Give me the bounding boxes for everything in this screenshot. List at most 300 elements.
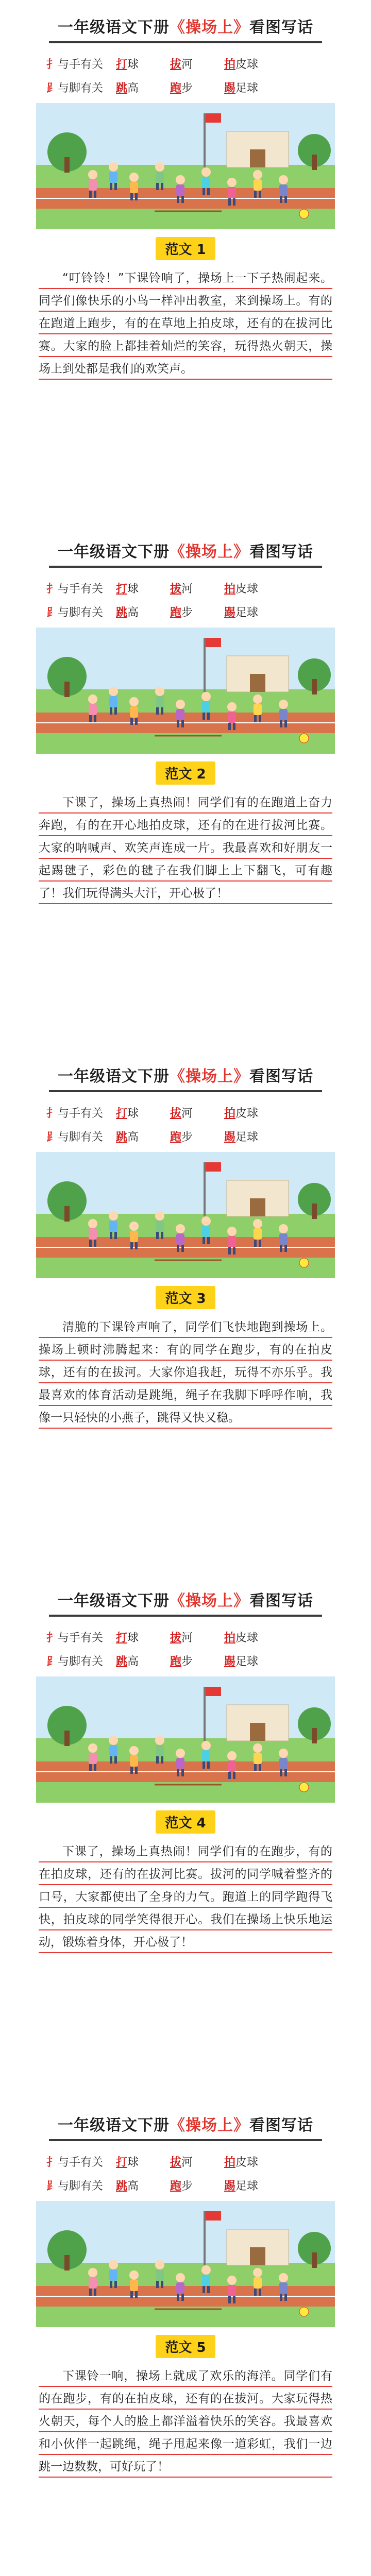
child-leg bbox=[135, 193, 138, 200]
vocab-key-char: 打 bbox=[116, 582, 128, 596]
vocab-key-char: 拔 bbox=[170, 1107, 182, 1120]
vocab-table bbox=[0, 52, 371, 99]
child-leg bbox=[259, 1764, 261, 1771]
vocab-category: 与脚有关 bbox=[58, 81, 104, 95]
flag bbox=[206, 113, 221, 123]
vocab-key-char: 拍 bbox=[224, 58, 236, 71]
vocab-key-char: 拔 bbox=[170, 2156, 182, 2169]
child-head bbox=[176, 700, 185, 709]
tree-trunk bbox=[312, 1204, 317, 1219]
child-leg bbox=[130, 1767, 133, 1774]
child-head bbox=[279, 2273, 288, 2282]
vocab-word bbox=[116, 2154, 170, 2170]
essay-badge-label: 范文 1 bbox=[156, 237, 215, 260]
child-leg bbox=[94, 1240, 96, 1247]
vocab-category: 与脚有关 bbox=[58, 1655, 104, 1668]
child-head bbox=[109, 687, 118, 696]
child-leg bbox=[161, 707, 163, 715]
vocab-rest: 足球 bbox=[235, 606, 259, 619]
vocab-key-char: 打 bbox=[116, 2156, 128, 2169]
child-body bbox=[156, 172, 164, 183]
vocab-rest: 球 bbox=[127, 1631, 139, 1645]
child-body bbox=[254, 179, 262, 191]
child-leg bbox=[280, 1245, 282, 1252]
child-leg bbox=[207, 1761, 210, 1769]
vocab-rest: 河 bbox=[181, 1107, 193, 1120]
section-title bbox=[0, 14, 371, 37]
title-prefix: 一年级语文下册 bbox=[58, 543, 170, 561]
radical: 扌 bbox=[46, 1107, 58, 1120]
child-body bbox=[156, 2269, 164, 2281]
child-leg bbox=[228, 198, 231, 206]
school-door bbox=[250, 149, 265, 167]
essay-badge-label: 范文 3 bbox=[156, 1286, 215, 1309]
child-body bbox=[89, 179, 97, 191]
child-leg bbox=[181, 196, 184, 203]
child-body bbox=[109, 172, 117, 183]
vocab-rest: 球 bbox=[127, 582, 139, 596]
vocab-key-char: 跳 bbox=[116, 606, 128, 619]
child-leg bbox=[254, 715, 257, 722]
child-body bbox=[279, 1758, 288, 1769]
flagpole bbox=[204, 2211, 206, 2265]
child-leg bbox=[203, 1237, 205, 1244]
radical: 扌 bbox=[46, 58, 58, 71]
radical: ⻊ bbox=[46, 606, 58, 619]
child-leg bbox=[181, 1769, 184, 1776]
child-body bbox=[156, 696, 164, 707]
child-body bbox=[89, 1753, 97, 1764]
child-leg bbox=[284, 720, 287, 727]
child-head bbox=[227, 1751, 237, 1760]
child-head bbox=[129, 173, 139, 182]
child-body bbox=[228, 1760, 236, 1772]
child-leg bbox=[130, 718, 133, 725]
child-leg bbox=[228, 1247, 231, 1255]
playground-scene-svg bbox=[36, 628, 335, 754]
child-body bbox=[254, 2277, 262, 2289]
child-head bbox=[253, 2268, 262, 2277]
title-underline bbox=[49, 2139, 322, 2141]
child-head bbox=[129, 697, 139, 706]
child-leg bbox=[254, 191, 257, 198]
vocab-category: 与手有关 bbox=[58, 2156, 104, 2169]
vocab-rest: 步 bbox=[181, 606, 193, 619]
vocab-key-char: 跑 bbox=[170, 81, 182, 95]
flag bbox=[206, 1687, 221, 1696]
child-head bbox=[176, 2273, 185, 2282]
child-head bbox=[201, 2265, 211, 2275]
school-door bbox=[250, 1198, 265, 1216]
vocab-category: 与脚有关 bbox=[58, 606, 104, 619]
child-leg bbox=[203, 1761, 205, 1769]
radical: ⻊ bbox=[46, 2179, 58, 2193]
tree-trunk bbox=[64, 2255, 70, 2270]
vocab-word bbox=[170, 56, 224, 72]
vocab-rest: 皮球 bbox=[235, 1631, 259, 1645]
vocab-row bbox=[0, 1625, 371, 1649]
child-body bbox=[254, 1753, 262, 1764]
vocab-key-char: 踢 bbox=[224, 1655, 236, 1668]
vocab-key-char: 踢 bbox=[224, 2179, 236, 2193]
tree-trunk bbox=[64, 157, 70, 173]
child-leg bbox=[203, 188, 205, 195]
flag bbox=[206, 1162, 221, 1172]
child-leg bbox=[110, 2281, 112, 2288]
child-leg bbox=[177, 1769, 179, 1776]
child-body bbox=[202, 177, 210, 188]
child-head bbox=[279, 175, 288, 184]
vocab-row-label bbox=[0, 56, 116, 72]
vocab-word bbox=[170, 580, 224, 596]
vocab-key-char: 拍 bbox=[224, 582, 236, 596]
playground-scene-svg bbox=[36, 2201, 335, 2327]
vocab-word bbox=[116, 604, 170, 620]
vocab-rest: 步 bbox=[181, 1130, 193, 1144]
vocab-key-char: 跑 bbox=[170, 2179, 182, 2193]
essay-badge-label: 范文 2 bbox=[156, 761, 215, 785]
title-suffix: 看图写话 bbox=[249, 2116, 313, 2134]
child-head bbox=[129, 1746, 139, 1755]
child-body bbox=[156, 1745, 164, 1756]
tree-trunk bbox=[312, 155, 317, 170]
title-suffix: 看图写话 bbox=[249, 1592, 313, 1610]
child-leg bbox=[254, 1240, 257, 1247]
child-leg bbox=[207, 2286, 210, 2293]
child-leg bbox=[233, 1247, 235, 1255]
child-head bbox=[227, 178, 237, 187]
title-accent: 《操场上》 bbox=[170, 1592, 249, 1610]
vocab-word bbox=[224, 1105, 278, 1121]
child-leg bbox=[177, 1245, 179, 1252]
vocab-key-char: 打 bbox=[116, 1631, 128, 1645]
vocab-row bbox=[0, 2173, 371, 2197]
vocab-rest: 河 bbox=[181, 1631, 193, 1645]
vocab-word bbox=[170, 1629, 224, 1645]
child-leg bbox=[233, 1772, 235, 1779]
vocab-word bbox=[116, 580, 170, 596]
playground-illustration bbox=[36, 1676, 335, 1803]
title-underline bbox=[49, 41, 322, 43]
title-suffix: 看图写话 bbox=[249, 543, 313, 561]
child-body bbox=[130, 1231, 138, 1242]
essay-text: 清脆的下课铃声响了，同学们飞快地跑到操场上。操场上顿时沸腾起来：有的同学在跑步，有的在拍皮球，还有的在拔河。大家你追我赶，玩得不亦乐乎。我最喜欢的体育活动是跳绳，绳子在我脚下呼呼作响，我像一只轻快的小燕子，跳得又快又稳。 bbox=[39, 1316, 332, 1429]
child-leg bbox=[233, 723, 235, 730]
vocab-row bbox=[0, 576, 371, 600]
vocab-key-char: 打 bbox=[116, 58, 128, 71]
ball bbox=[299, 1258, 309, 1267]
vocab-key-char: 拍 bbox=[224, 1107, 236, 1120]
vocab-row bbox=[0, 75, 371, 99]
title-prefix: 一年级语文下册 bbox=[58, 19, 170, 37]
vocab-word bbox=[224, 56, 278, 72]
playground-illustration bbox=[36, 103, 335, 229]
playground-scene-svg bbox=[36, 1676, 335, 1803]
section-title bbox=[0, 539, 371, 562]
vocab-key-char: 踢 bbox=[224, 1130, 236, 1144]
vocab-key-char: 跳 bbox=[116, 1655, 128, 1668]
vocab-key-char: 拔 bbox=[170, 58, 182, 71]
flagpole bbox=[204, 638, 206, 692]
vocab-rest: 足球 bbox=[235, 1130, 259, 1144]
essay-badge bbox=[0, 1810, 371, 1834]
vocab-word bbox=[116, 1653, 170, 1669]
vocab-key-char: 踢 bbox=[224, 81, 236, 95]
child-body bbox=[109, 1745, 117, 1756]
title-suffix: 看图写话 bbox=[249, 19, 313, 37]
vocab-table bbox=[0, 1100, 371, 1148]
vocab-word bbox=[224, 604, 278, 620]
writing-section-1 bbox=[0, 0, 371, 495]
vocab-row-label bbox=[0, 1128, 116, 1144]
child-head bbox=[129, 1222, 139, 1231]
child-leg bbox=[114, 2281, 117, 2288]
vocab-key-char: 拍 bbox=[224, 1631, 236, 1645]
writing-section-4 bbox=[0, 1573, 371, 2068]
flag bbox=[206, 2211, 221, 2221]
child-leg bbox=[207, 1237, 210, 1244]
vocab-row-label bbox=[0, 2154, 116, 2170]
school-door bbox=[250, 674, 265, 692]
child-head bbox=[253, 170, 262, 179]
child-body bbox=[130, 182, 138, 193]
vocab-rest: 河 bbox=[181, 58, 193, 71]
child-leg bbox=[94, 191, 96, 198]
child-leg bbox=[110, 1756, 112, 1764]
child-body bbox=[109, 2269, 117, 2281]
vocab-category: 与手有关 bbox=[58, 1631, 104, 1645]
flag bbox=[206, 638, 221, 647]
vocab-word bbox=[170, 604, 224, 620]
playground-scene-svg bbox=[36, 103, 335, 229]
child-body bbox=[279, 184, 288, 196]
ball bbox=[299, 2307, 309, 2316]
child-leg bbox=[203, 2286, 205, 2293]
child-body bbox=[176, 184, 184, 196]
section-title bbox=[0, 1063, 371, 1086]
child-body bbox=[89, 2277, 97, 2289]
child-leg bbox=[161, 2281, 163, 2288]
vocab-key-char: 拍 bbox=[224, 2156, 236, 2169]
vocab-rest: 球 bbox=[127, 58, 139, 71]
vocab-word bbox=[116, 56, 170, 72]
child-head bbox=[227, 1227, 237, 1236]
child-leg bbox=[161, 1756, 163, 1764]
vocab-rest: 皮球 bbox=[235, 58, 259, 71]
child-head bbox=[109, 2260, 118, 2269]
child-body bbox=[279, 709, 288, 720]
child-leg bbox=[135, 2291, 138, 2298]
tree-trunk bbox=[64, 1731, 70, 1746]
vocab-key-char: 踢 bbox=[224, 606, 236, 619]
child-body bbox=[130, 1755, 138, 1767]
vocab-word bbox=[224, 1629, 278, 1645]
section-title bbox=[0, 1588, 371, 1611]
child-leg bbox=[89, 1764, 92, 1771]
child-head bbox=[201, 167, 211, 177]
child-leg bbox=[284, 196, 287, 203]
vocab-rest: 高 bbox=[127, 1655, 139, 1668]
child-leg bbox=[156, 707, 159, 715]
vocab-rest: 球 bbox=[127, 2156, 139, 2169]
child-body bbox=[228, 2285, 236, 2296]
vocab-word bbox=[170, 79, 224, 95]
child-head bbox=[201, 1741, 211, 1750]
child-leg bbox=[259, 1240, 261, 1247]
vocab-row bbox=[0, 52, 371, 75]
title-underline bbox=[49, 1090, 322, 1092]
vocab-word bbox=[170, 1128, 224, 1144]
section-title bbox=[0, 2112, 371, 2135]
vocab-row-label bbox=[0, 1653, 116, 1669]
child-body bbox=[202, 701, 210, 713]
vocab-row bbox=[0, 1124, 371, 1148]
radical: 扌 bbox=[46, 2156, 58, 2169]
school-door bbox=[250, 2247, 265, 2265]
vocab-row-label bbox=[0, 580, 116, 596]
vocab-rest: 皮球 bbox=[235, 1107, 259, 1120]
child-head bbox=[279, 1224, 288, 1233]
tree-trunk bbox=[64, 682, 70, 697]
vocab-rest: 步 bbox=[181, 81, 193, 95]
vocab-rest: 步 bbox=[181, 2179, 193, 2193]
vocab-row-label bbox=[0, 1629, 116, 1645]
title-prefix: 一年级语文下册 bbox=[58, 2116, 170, 2134]
tree-trunk bbox=[312, 1728, 317, 1743]
title-prefix: 一年级语文下册 bbox=[58, 1592, 170, 1610]
vocab-rest: 足球 bbox=[235, 81, 259, 95]
essay-text: 下课铃一响，操场上就成了欢乐的海洋。同学们有的在跑步，有的在拍皮球，还有的在拔河。大家玩得热火朝天，每个人的脸上都洋溢着快乐的笑容。我最喜欢和小伙伴一起跳绳，绳子甩起来像一道彩虹，我们一边跳一边数数，可好玩了！ bbox=[39, 2365, 332, 2478]
child-leg bbox=[233, 198, 235, 206]
vocab-key-char: 跳 bbox=[116, 81, 128, 95]
child-body bbox=[109, 696, 117, 707]
child-head bbox=[253, 694, 262, 704]
child-head bbox=[201, 692, 211, 701]
vocab-row bbox=[0, 600, 371, 623]
child-leg bbox=[110, 707, 112, 715]
essay-badge bbox=[0, 237, 371, 260]
child-leg bbox=[284, 1245, 287, 1252]
vocab-word bbox=[224, 79, 278, 95]
vocab-row bbox=[0, 1649, 371, 1672]
vocab-rest: 高 bbox=[127, 81, 139, 95]
essay-badge bbox=[0, 1286, 371, 1309]
vocab-key-char: 跳 bbox=[116, 2179, 128, 2193]
child-leg bbox=[156, 1756, 159, 1764]
vocab-word bbox=[116, 1629, 170, 1645]
title-accent: 《操场上》 bbox=[170, 543, 249, 561]
child-head bbox=[88, 170, 97, 179]
child-head bbox=[109, 162, 118, 172]
essay-text: 下课了，操场上真热闹！同学们有的在跑步，有的在拍皮球，还有的在拔河比赛。拔河的同学喊着整齐的口号，大家都使出了全身的力气。跑道上的同学跑得飞快，拍皮球的同学笑得很开心。我们在操场上快乐地运动，锻炼着身体，开心极了！ bbox=[39, 1840, 332, 1954]
playground-illustration bbox=[36, 628, 335, 754]
child-leg bbox=[259, 191, 261, 198]
child-head bbox=[227, 702, 237, 711]
school-door bbox=[250, 1723, 265, 1741]
child-head bbox=[109, 1211, 118, 1221]
child-head bbox=[253, 1219, 262, 1228]
vocab-word bbox=[116, 2177, 170, 2193]
essay-badge bbox=[0, 761, 371, 785]
child-leg bbox=[130, 193, 133, 200]
vocab-word bbox=[116, 79, 170, 95]
child-leg bbox=[161, 1232, 163, 1239]
child-body bbox=[130, 706, 138, 718]
writing-section-5 bbox=[0, 2098, 371, 2576]
essay-text: 下课了，操场上真热闹！同学们有的在跑道上奋力奔跑，有的在开心地拍皮球，还有的在进行拔河比赛。大家的呐喊声、欢笑声连成一片。我最喜欢和好朋友一起踢毽子，彩色的毽子在我们脚上上下翻飞，可有趣了！我们玩得满头大汗，开心极了！ bbox=[39, 791, 332, 905]
child-head bbox=[227, 2276, 237, 2285]
child-body bbox=[228, 1236, 236, 1247]
vocab-rest: 步 bbox=[181, 1655, 193, 1668]
child-leg bbox=[177, 196, 179, 203]
vocab-rest: 皮球 bbox=[235, 582, 259, 596]
vocab-word bbox=[170, 1105, 224, 1121]
child-leg bbox=[177, 720, 179, 727]
child-head bbox=[155, 1211, 164, 1221]
essay-body bbox=[39, 791, 332, 905]
child-body bbox=[156, 1221, 164, 1232]
child-head bbox=[155, 162, 164, 172]
vocab-word bbox=[170, 1653, 224, 1669]
child-body bbox=[228, 711, 236, 723]
child-body bbox=[176, 709, 184, 720]
title-accent: 《操场上》 bbox=[170, 2116, 249, 2134]
vocab-word bbox=[170, 2177, 224, 2193]
child-leg bbox=[114, 183, 117, 190]
title-accent: 《操场上》 bbox=[170, 19, 249, 37]
child-leg bbox=[177, 2294, 179, 2301]
child-leg bbox=[228, 1772, 231, 1779]
vocab-key-char: 拔 bbox=[170, 1631, 182, 1645]
child-body bbox=[202, 2275, 210, 2286]
vocab-rest: 高 bbox=[127, 1130, 139, 1144]
radical: 扌 bbox=[46, 582, 58, 596]
vocab-category: 与脚有关 bbox=[58, 1130, 104, 1144]
vocab-table bbox=[0, 1625, 371, 1672]
child-body bbox=[130, 2280, 138, 2291]
vocab-row-label bbox=[0, 604, 116, 620]
vocab-category: 与脚有关 bbox=[58, 2179, 104, 2193]
ball bbox=[299, 209, 309, 218]
child-leg bbox=[228, 2296, 231, 2303]
child-leg bbox=[130, 2291, 133, 2298]
child-leg bbox=[203, 713, 205, 720]
child-body bbox=[228, 187, 236, 198]
child-leg bbox=[110, 183, 112, 190]
playground-illustration bbox=[36, 2201, 335, 2327]
radical: ⻊ bbox=[46, 81, 58, 95]
vocab-word bbox=[224, 2177, 278, 2193]
child-head bbox=[109, 1736, 118, 1745]
child-leg bbox=[254, 1764, 257, 1771]
child-body bbox=[89, 704, 97, 715]
child-leg bbox=[110, 1232, 112, 1239]
vocab-row-label bbox=[0, 79, 116, 95]
child-leg bbox=[284, 2294, 287, 2301]
ball bbox=[299, 1783, 309, 1792]
vocab-category: 与手有关 bbox=[58, 582, 104, 596]
tree-trunk bbox=[64, 1206, 70, 1222]
title-accent: 《操场上》 bbox=[170, 1067, 249, 1086]
child-leg bbox=[207, 188, 210, 195]
child-body bbox=[254, 704, 262, 715]
child-head bbox=[176, 175, 185, 184]
vocab-word bbox=[224, 580, 278, 596]
child-leg bbox=[135, 1242, 138, 1249]
child-leg bbox=[284, 1769, 287, 1776]
tree-trunk bbox=[312, 2252, 317, 2268]
child-body bbox=[202, 1226, 210, 1237]
